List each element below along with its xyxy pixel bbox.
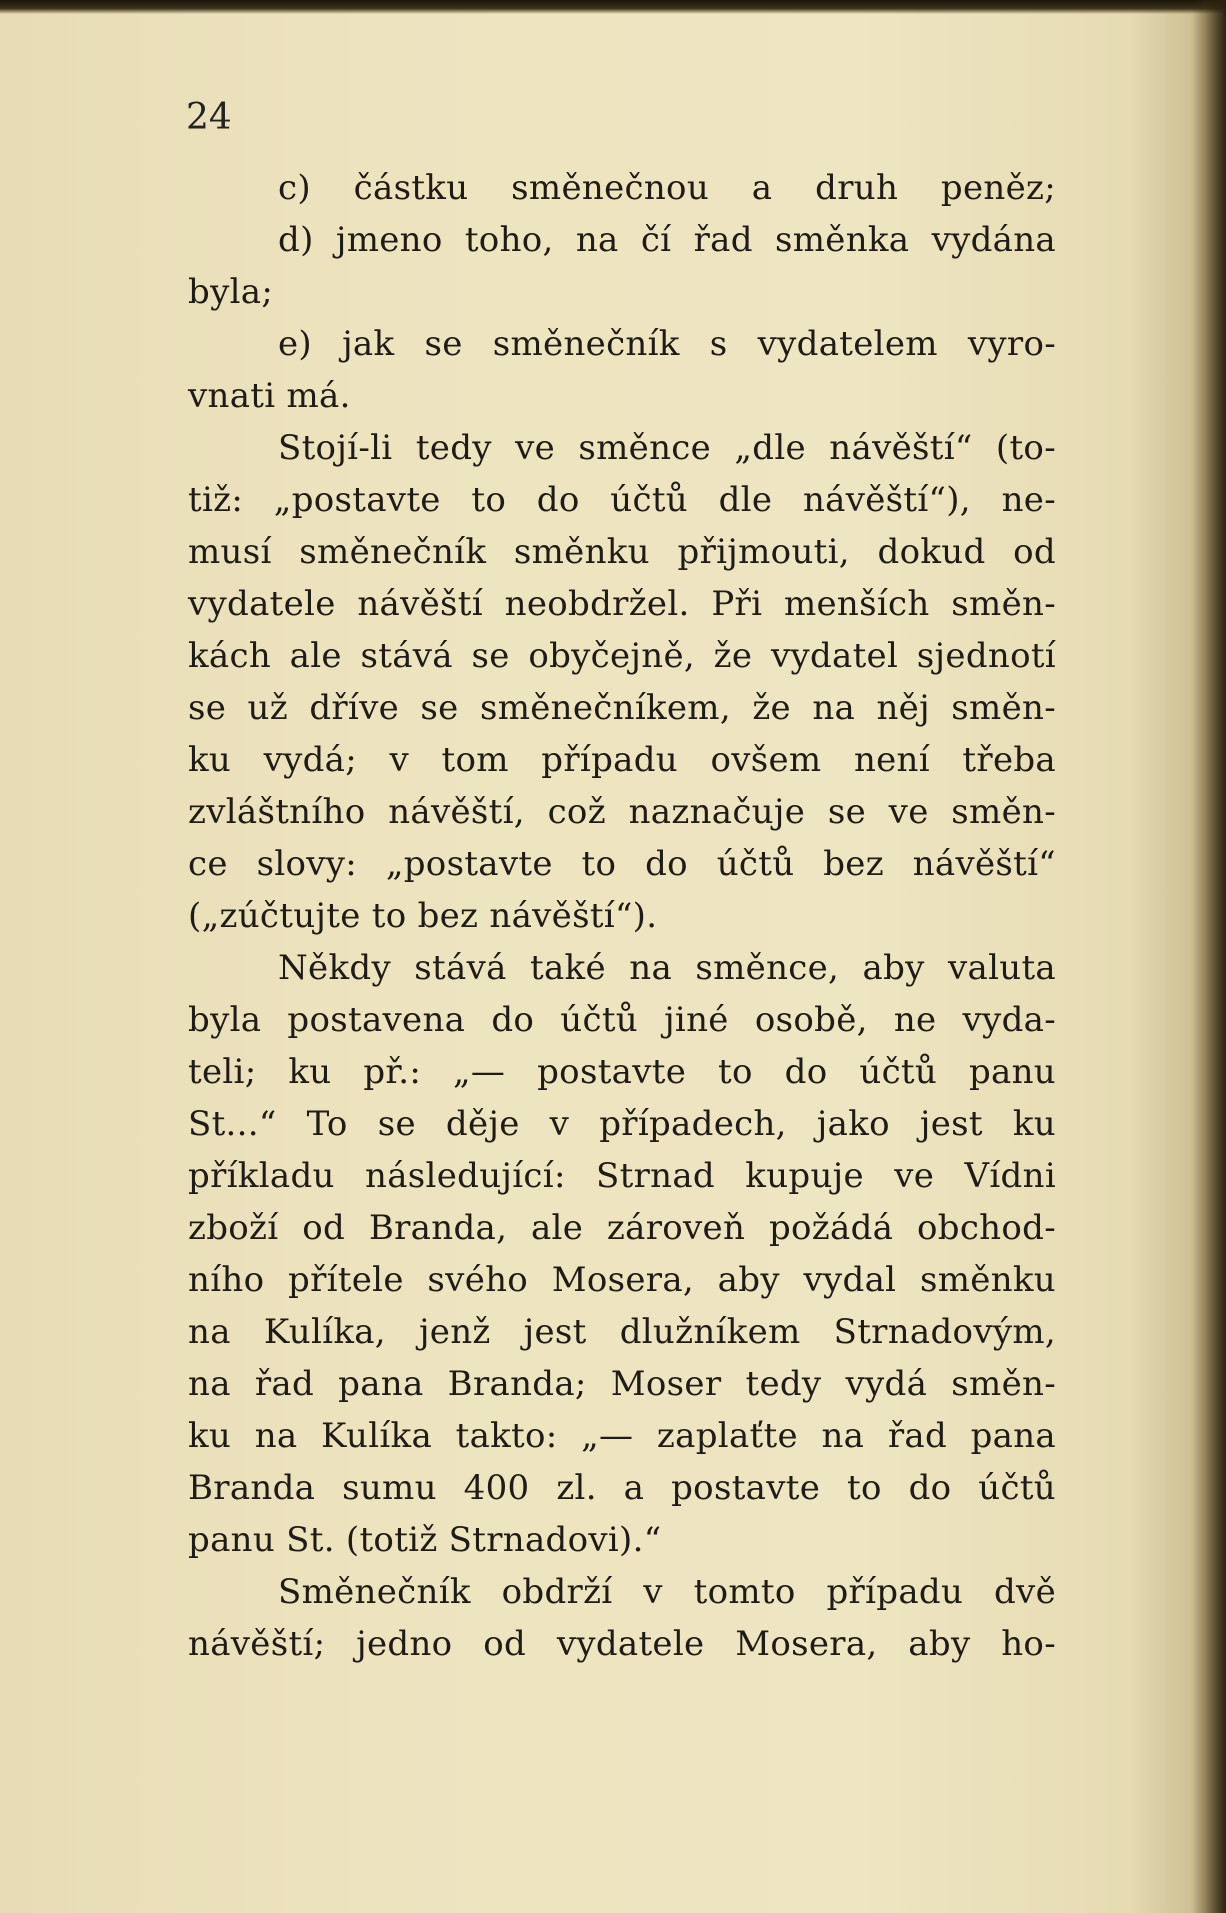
- page-binding-edge: [1192, 0, 1226, 1913]
- text-line: d) jmeno toho, na čí řad směnka vydána: [278, 220, 1056, 260]
- text-line: c) částku směnečnou a druh peněz;: [278, 168, 1056, 208]
- page-number: 24: [186, 97, 232, 138]
- text-line: zvláštního návěští, což naznačuje se ve směn-: [188, 792, 1056, 832]
- text-line: návěští; jedno od vydatele Mosera, aby ho-: [188, 1624, 1056, 1664]
- text-line: byla;: [188, 272, 274, 312]
- text-line: byla postavena do účtů jiné osobě, ne vyda-: [188, 1000, 1056, 1040]
- text-line: panu St. (totiž Strnadovi).“: [188, 1520, 662, 1560]
- text-line: St...“ To se děje v případech, jako jest ku: [188, 1104, 1056, 1144]
- text-line: ního přítele svého Mosera, aby vydal směnku: [188, 1260, 1056, 1300]
- text-line: („zúčtujte to bez návěští“).: [188, 896, 658, 936]
- text-line: teli; ku př.: „— postavte to do účtů panu: [188, 1052, 1056, 1092]
- text-line: Někdy stává také na směnce, aby valuta: [278, 948, 1056, 988]
- text-line: e) jak se směnečník s vydatelem vyro-: [278, 324, 1056, 364]
- text-line: vnati má.: [188, 376, 351, 416]
- text-line: ce slovy: „postavte to do účtů bez návěští“: [188, 844, 1056, 884]
- text-line: na Kulíka, jenž jest dlužníkem Strnadovým,: [188, 1312, 1056, 1352]
- text-line: ku vydá; v tom případu ovšem není třeba: [188, 740, 1056, 780]
- text-line: Stojí-li tedy ve směnce „dle návěští“ (to-: [278, 428, 1056, 468]
- text-line: vydatele návěští neobdržel. Při menších směn-: [188, 584, 1056, 624]
- text-line: kách ale stává se obyčejně, že vydatel sjednotí: [188, 636, 1056, 676]
- page-top-shadow: [0, 0, 1226, 14]
- body-text: [188, 162, 1056, 1670]
- text-line: tiž: „postavte to do účtů dle návěští“), ne-: [188, 480, 1056, 520]
- text-line: ku na Kulíka takto: „— zaplaťte na řad pana: [188, 1416, 1056, 1456]
- text-line: zboží od Branda, ale zároveň požádá obchod-: [188, 1208, 1056, 1248]
- text-line: Branda sumu 400 zl. a postavte to do účtů: [188, 1468, 1056, 1508]
- text-line: na řad pana Branda; Moser tedy vydá směn-: [188, 1364, 1056, 1404]
- text-line: Směnečník obdrží v tomto případu dvě: [278, 1572, 1056, 1612]
- text-line: se už dříve se směnečníkem, že na něj směn-: [188, 688, 1056, 728]
- text-line: příkladu následující: Strnad kupuje ve Vídni: [188, 1156, 1056, 1196]
- text-line: musí směnečník směnku přijmouti, dokud od: [188, 532, 1056, 572]
